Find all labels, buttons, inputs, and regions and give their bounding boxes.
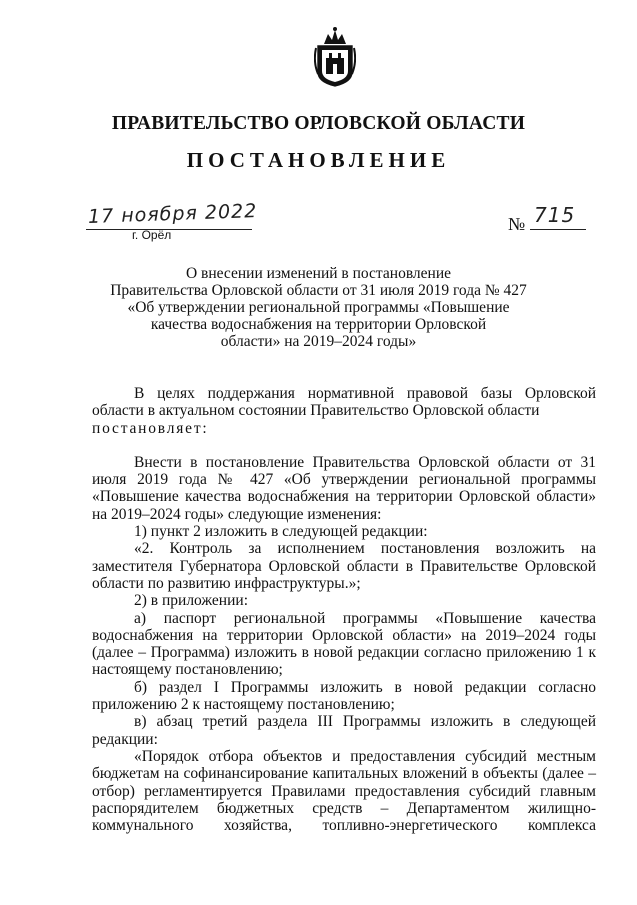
subject-line: качества водоснабжения на территории Орловской (150, 316, 487, 333)
subject-line: «Об утверждении региональной программы «Повышение (127, 299, 510, 316)
preamble-paragraph: В целях поддержания нормативной правовой базы Орловской области в актуальном состоянии Правительство Орловской области (92, 385, 596, 420)
body-paragraph: «Порядок отбора объектов и предоставления субсидий местным бюджетам на софинансирование капитальных вложений в объекты (далее – отбор) регламентируется Правилами предоставления субсидий главным распорядителем бюджетных средств – Департаментом жилищно-коммунального хозяйства, топливно-энергетического комплекса (92, 747, 596, 835)
document-body (92, 385, 596, 834)
body-paragraph: в) абзац третий раздела III Программы изложить в следующей редакции: (92, 713, 596, 748)
number-sign: № (508, 214, 526, 234)
handwritten-number: 715 (534, 203, 576, 227)
subject-line: О внесении изменений в постановление (185, 265, 452, 282)
number-underline (530, 229, 586, 230)
body-paragraph: б) раздел I Программы изложить в новой редакции согласно приложению 2 к настоящему постановлению; (92, 678, 596, 714)
organization-title: ПРАВИТЕЛЬСТВО ОРЛОВСКОЙ ОБЛАСТИ (111, 113, 526, 134)
subject-line: Правительства Орловской области от 31 июля 2019 года № 427 (110, 282, 527, 299)
document-subject (100, 265, 537, 350)
resolution-word: постановляет: (92, 419, 209, 437)
body-paragraph: «2. Контроль за исполнением постановления возложить на заместителя Губернатора Орловской области в Правительстве Орловской области по развитию инфраструктуры.»; (92, 540, 596, 592)
coat-of-arms-emblem (314, 26, 356, 88)
body-paragraph: Внести в постановление Правительства Орловской области от 31 июля 2019 года № 427 «Об утверждении региональной программы «Повышение качества водоснабжения на территории Орловской области» на 2019–2024 годы» следующие изменения: (92, 453, 596, 523)
paragraph-gap (92, 437, 596, 454)
body-paragraph: а) паспорт региональной программы «Повышение качества водоснабжения на территории Орловской области» на 2019–2024 годы (далее – Программа) изложить в новой редакции согласно приложению 1 к настоящему постановлению; (92, 609, 596, 679)
document-type-title: ПОСТАНОВЛЕНИЕ (186, 148, 451, 172)
city-label: г. Орёл (132, 228, 172, 242)
body-paragraph: 1) пункт 2 изложить в следующей редакции: (134, 523, 428, 541)
handwritten-date: 17 ноября 2022 (87, 200, 258, 228)
subject-line: области» на 2019–2024 годы» (220, 333, 417, 350)
body-paragraph: 2) в приложении: (134, 592, 248, 610)
